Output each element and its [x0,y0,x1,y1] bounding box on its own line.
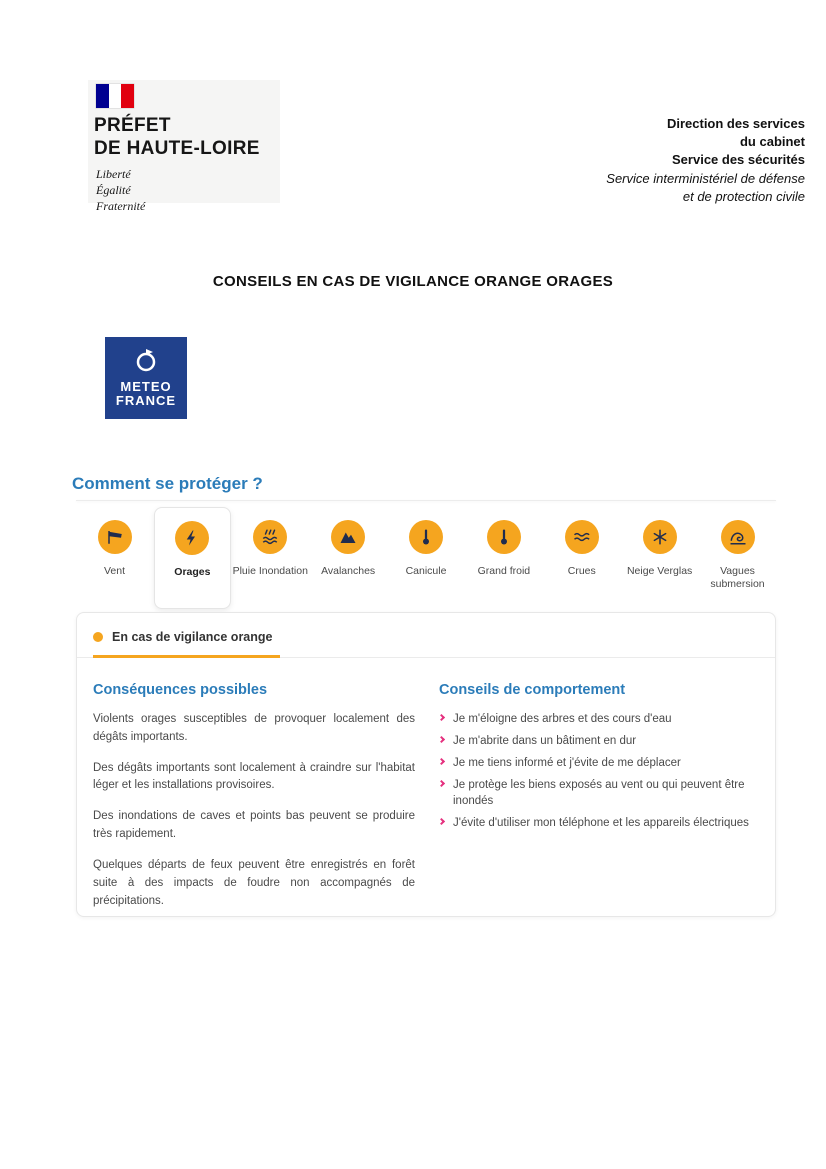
rain-flood-icon [253,520,287,554]
consequences-column [93,676,415,923]
advice-column [439,676,759,923]
tab-canicule[interactable] [388,502,465,591]
thermometer-cold-icon [487,520,521,554]
advice-text: Je m'abrite dans un bâtiment en dur [453,735,637,748]
service-line: Service des sécurités [672,152,805,168]
consequences-heading: Conséquences possibles [93,682,268,698]
snowflake-icon [643,520,677,554]
advice-item [439,777,759,809]
orange-dot-icon [93,632,103,642]
consequence-paragraph: Des inondations de caves et points bas peuvent se produire très rapidement. [93,810,415,841]
tab-label: Neige Verglas [626,565,693,577]
windsock-icon [98,520,132,554]
advice-item [439,815,759,831]
advice-item [439,733,759,749]
meteo-word-line1: METEO [120,378,172,394]
tab-neige-verglas[interactable] [621,502,698,591]
tab-vent[interactable] [76,502,153,591]
advice-heading: Conseils de comportement [439,682,626,698]
service-line: du cabinet [739,134,805,150]
advice-item [439,711,759,727]
page-title: CONSEILS EN CAS DE VIGILANCE ORANGE ORAGES [212,273,614,290]
card-body [77,658,775,923]
card-tab-label: En cas de vigilance orange [112,630,273,644]
service-line: Direction des services [666,116,805,131]
meteo-word-line2: FRANCE [115,393,177,408]
tab-label: Crues [567,565,596,577]
service-line: et de protection civile [682,188,805,204]
tab-label: Vent [103,565,126,577]
tab-avalanches[interactable] [310,502,387,591]
vigilance-type-tabs [76,502,776,609]
tab-label: Orages [174,566,211,578]
tab-crues[interactable] [543,502,620,591]
card-tab-bar [77,613,775,658]
meteo-symbol-icon [134,348,158,377]
chevron-right-icon [438,714,445,721]
consequence-paragraph: Des dégâts importants sont localement à craindre sur l'habitat léger et les installations provisoires. [93,761,415,792]
tab-orages[interactable] [154,507,231,609]
advice-item [439,755,759,771]
tab-pluie-inondation[interactable] [232,502,309,591]
chevron-right-icon [438,780,445,787]
chevron-right-icon [438,818,445,825]
motto-line: Liberté [96,167,131,182]
tab-label: Canicule [405,565,447,577]
chevron-right-icon [438,758,445,765]
tab-label: Grand froid [477,565,531,577]
section-heading: Comment se protéger ? [72,474,263,493]
avalanche-icon [331,520,365,554]
meteo-wordmark [116,380,176,409]
tab-label: Pluie Inondation [232,565,308,577]
prefecture-name-line1: PRÉFET [94,115,171,136]
prefecture-logo [88,80,280,213]
tab-label: Avalanches [321,565,376,577]
consequence-paragraph: Violents orages susceptibles de provoquer localement des dégâts importants. [93,713,415,743]
advice-text: Je m'éloigne des arbres et des cours d'eau [453,713,672,725]
advice-text: Je me tiens informé et j'évite de me déplacer [453,757,681,770]
consequence-paragraph: Quelques départs de feux peuvent être enregistrés en forêt suite à des impacts de foudre non accompagnés de précipitations. [93,858,415,907]
tabs-panel-divider [76,500,776,501]
service-line: Service interministériel de défense [606,170,805,186]
tab-grand-froid[interactable] [465,502,542,591]
thermometer-hot-icon [409,520,443,554]
chevron-right-icon [438,736,445,743]
advice-text: Je protège les biens exposés au vent ou qui peuvent être inondés [453,779,745,808]
motto-line: Fraternité [96,198,146,213]
prefecture-name [94,114,280,160]
wave-icon [721,520,755,554]
prefecture-name-line2: DE HAUTE-LOIRE [94,138,260,160]
tab-vigilance-orange[interactable] [93,613,280,658]
tab-vagues-submersion[interactable] [699,502,776,591]
republic-motto [96,167,280,214]
lightning-icon [175,521,209,555]
vigilance-card [76,612,776,917]
tab-label: Vagues submersion [710,565,765,591]
advice-text: J'évite d'utiliser mon téléphone et les appareils électriques [453,817,749,830]
french-flag-icon [96,84,134,108]
flood-wave-icon [565,520,599,554]
meteo-france-logo [105,337,187,419]
motto-line: Égalité [96,182,131,197]
service-header [606,115,805,206]
